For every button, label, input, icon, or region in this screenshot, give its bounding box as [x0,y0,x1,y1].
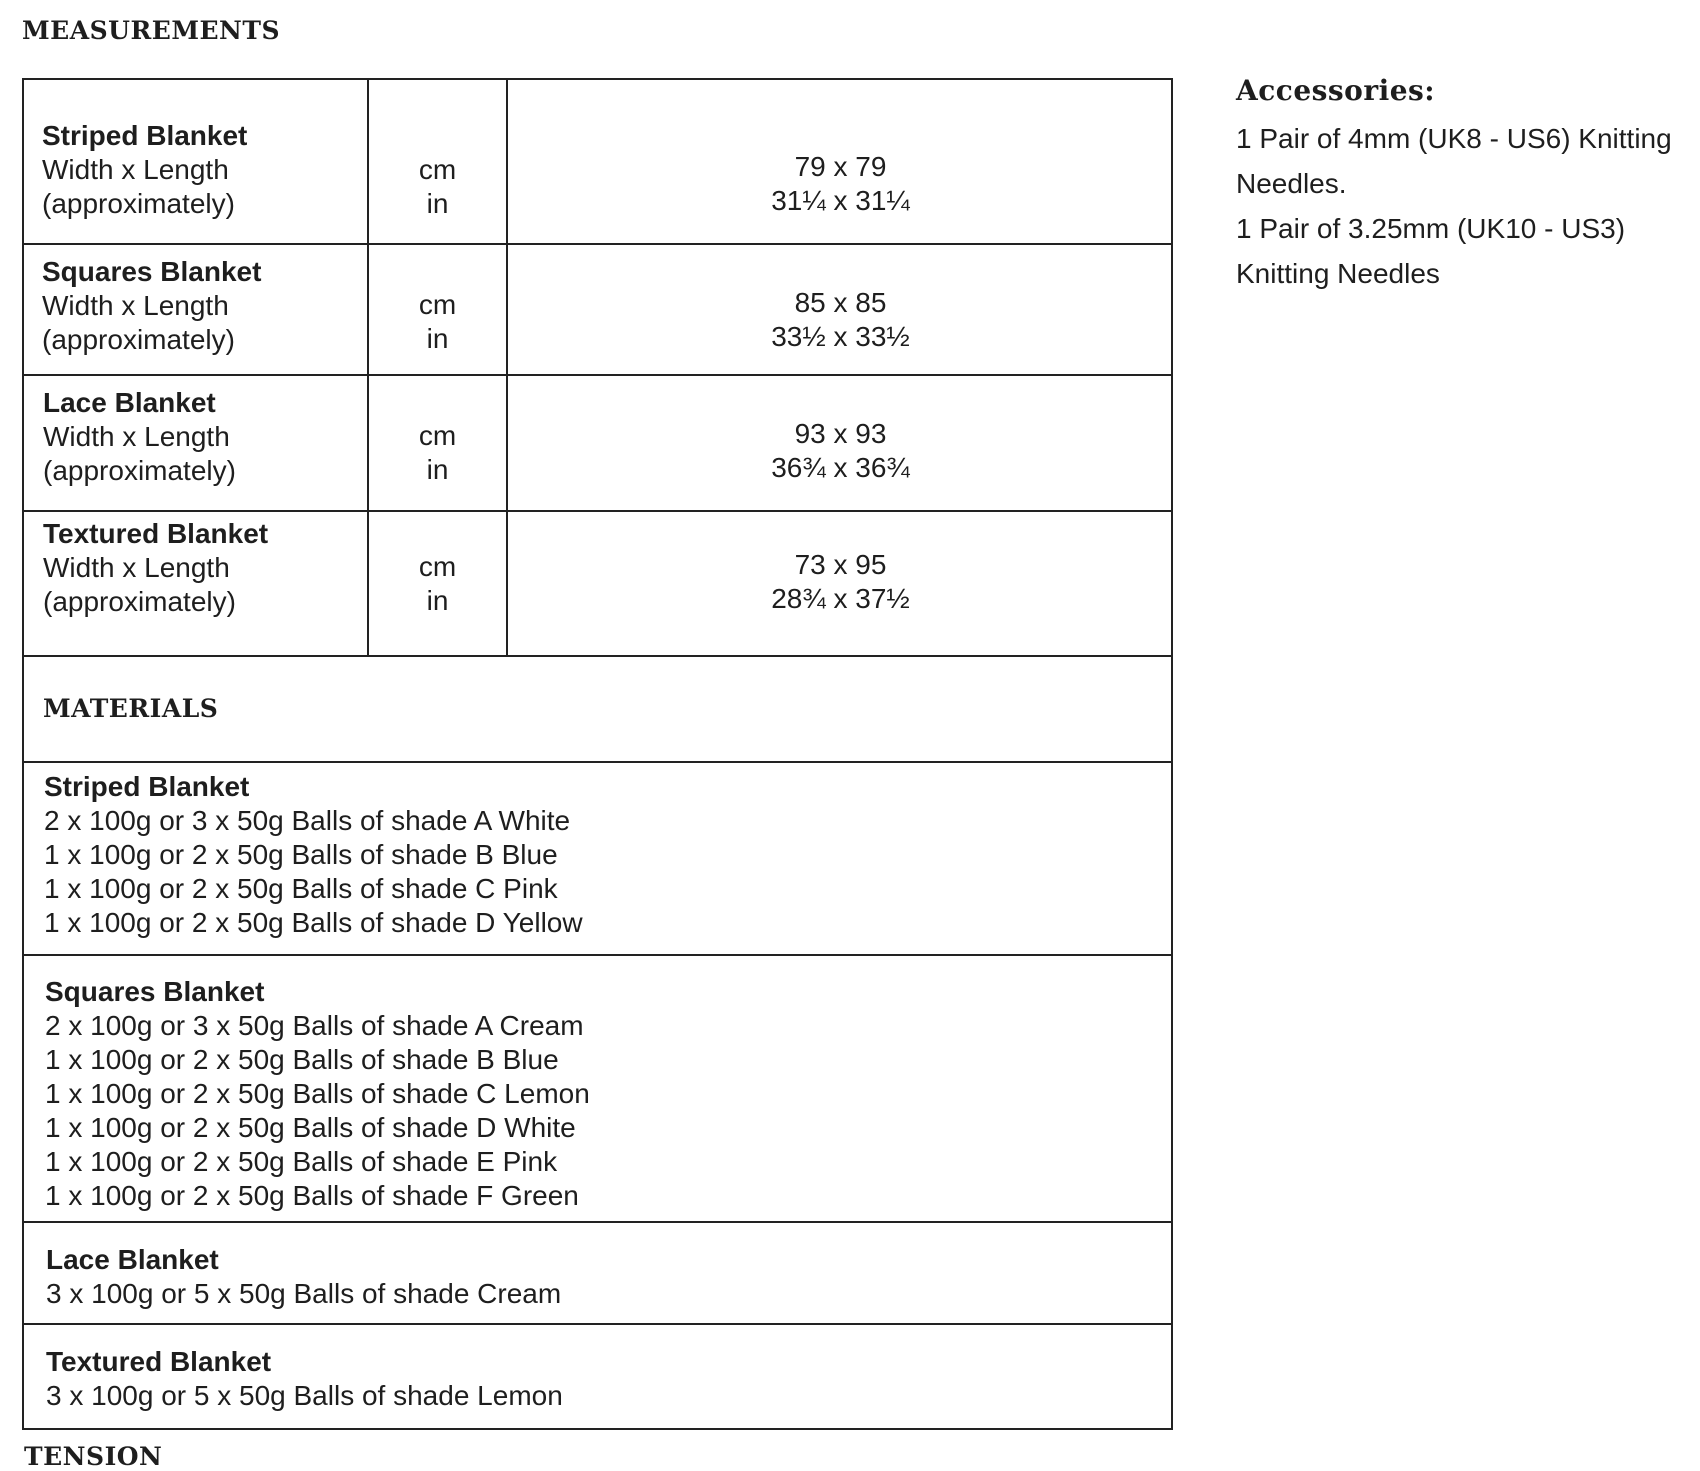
size-in: 36¾ x 36¾ [771,452,910,483]
unit-cm: cm [418,289,457,320]
material-line: 3 x 100g or 5 x 50g Balls of shade Cream [46,1278,562,1309]
size-cell [508,548,1173,616]
material-line: 1 x 100g or 2 x 50g Balls of shade D Yellow [44,907,583,938]
material-line: 1 x 100g or 2 x 50g Balls of shade D White [45,1112,576,1143]
size-cell [508,150,1173,218]
measurement-row-label [42,119,247,221]
size-cm: 85 x 85 [794,287,887,318]
dimension-label: Width x Length [43,421,230,452]
row-divider [24,1323,1171,1325]
blanket-name: Squares Blanket [42,256,262,287]
row-divider [24,243,1171,245]
materials-group [46,1345,563,1413]
size-in: 33½ x 33½ [771,321,910,352]
material-line: 1 x 100g or 2 x 50g Balls of shade C Pink [44,873,558,904]
group-name: Squares Blanket [45,976,265,1007]
approx-label: (approximately) [42,324,235,355]
material-line: 2 x 100g or 3 x 50g Balls of shade A Cream [45,1010,584,1041]
unit-in: in [426,585,449,616]
group-name: Striped Blanket [44,771,250,802]
accessory-line: Needles. [1236,168,1347,199]
unit-cell [369,419,506,487]
material-line: 1 x 100g or 2 x 50g Balls of shade B Blue [44,839,558,870]
size-cell [508,286,1173,354]
material-line: 1 x 100g or 2 x 50g Balls of shade C Lemon [45,1078,590,1109]
material-line: 2 x 100g or 3 x 50g Balls of shade A White [44,805,571,836]
blanket-name: Striped Blanket [42,120,248,151]
approx-label: (approximately) [43,586,236,617]
dimension-label: Width x Length [42,154,229,185]
row-divider [24,374,1171,376]
approx-label: (approximately) [43,455,236,486]
dimension-label: Width x Length [43,552,230,583]
measurements-materials-table [22,78,1173,1430]
group-name: Textured Blanket [46,1346,272,1377]
size-cm: 79 x 79 [794,151,887,182]
measurement-row-label [43,386,236,488]
size-in: 28¾ x 37½ [771,583,910,614]
unit-in: in [426,323,449,354]
row-divider [24,655,1171,657]
unit-cm: cm [418,154,457,185]
material-line: 1 x 100g or 2 x 50g Balls of shade F Green [45,1180,579,1211]
accessories-list [1236,116,1672,296]
materials-group [46,1243,561,1311]
materials-group [44,770,583,940]
accessory-line: 1 Pair of 4mm (UK8 - US6) Knitting [1236,123,1672,154]
materials-heading: MATERIALS [43,694,219,723]
size-cell [508,417,1173,485]
unit-cell [369,288,506,356]
material-line: 1 x 100g or 2 x 50g Balls of shade E Pink [45,1146,558,1177]
group-name: Lace Blanket [46,1244,219,1275]
measurement-row-label [42,255,261,357]
unit-cell [369,550,506,618]
row-divider [24,510,1171,512]
row-divider [24,954,1171,956]
accessories-heading: Accessories: [1236,74,1436,107]
size-cm: 93 x 93 [794,418,887,449]
materials-group [45,975,590,1213]
measurement-row-label [43,517,268,619]
unit-in: in [426,454,449,485]
unit-cell [369,153,506,221]
blanket-name: Lace Blanket [43,387,216,418]
material-line: 3 x 100g or 5 x 50g Balls of shade Lemon [46,1380,563,1411]
accessory-line: 1 Pair of 3.25mm (UK10 - US3) [1236,213,1626,244]
material-line: 1 x 100g or 2 x 50g Balls of shade B Blue [45,1044,559,1075]
approx-label: (approximately) [42,188,235,219]
unit-in: in [426,188,449,219]
measurements-heading: MEASUREMENTS [22,16,281,45]
accessory-line: Knitting Needles [1236,258,1440,289]
size-cm: 73 x 95 [794,549,887,580]
blanket-name: Textured Blanket [43,518,269,549]
row-divider [24,1221,1171,1223]
dimension-label: Width x Length [42,290,229,321]
tension-heading: TENSION [24,1442,163,1471]
size-in: 31¼ x 31¼ [771,185,910,216]
row-divider [24,761,1171,763]
unit-cm: cm [418,420,457,451]
unit-cm: cm [418,551,457,582]
